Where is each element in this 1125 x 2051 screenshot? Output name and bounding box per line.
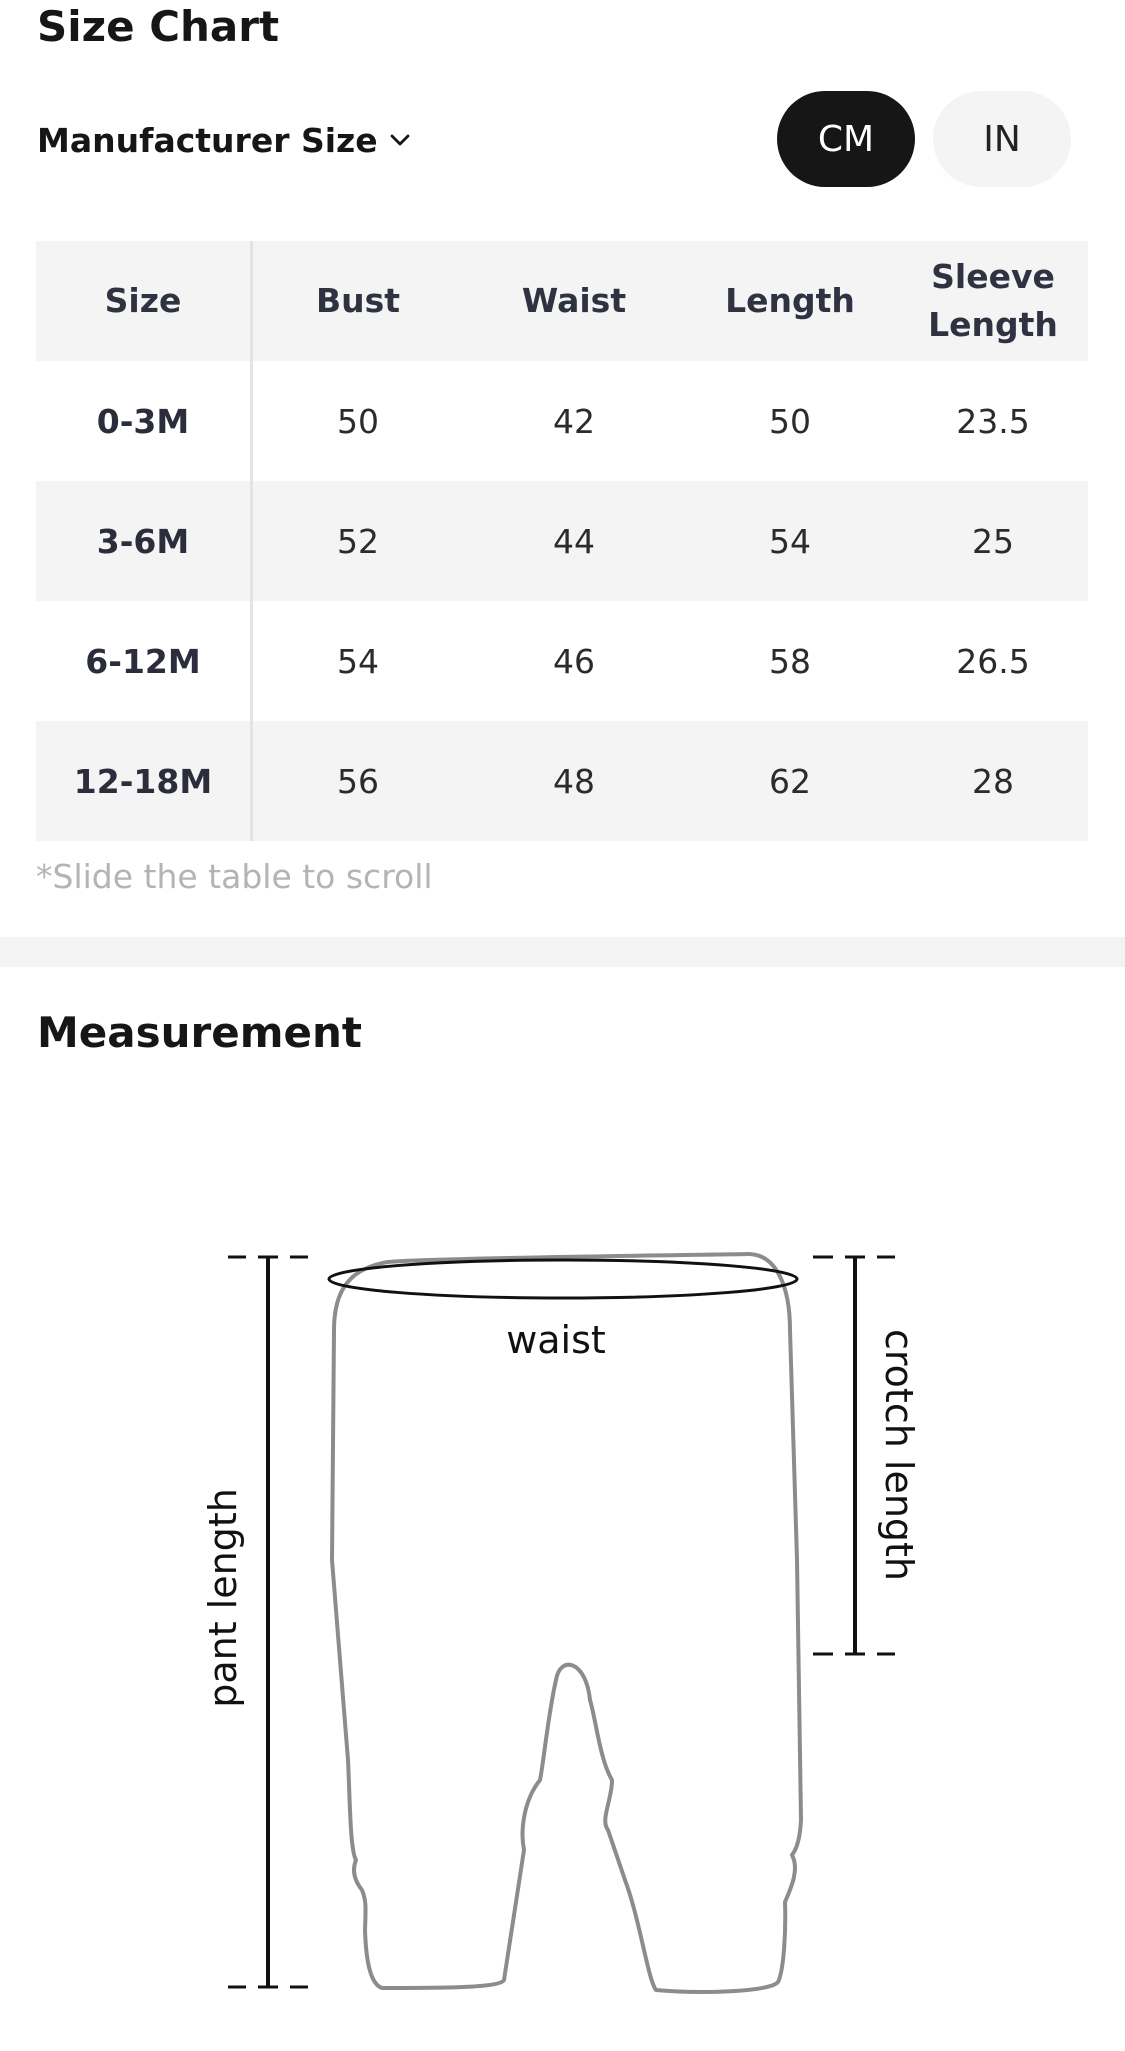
sleeve-length-cell: 28 (972, 761, 1014, 801)
length-cell: 58 (769, 641, 811, 681)
manufacturer-size-dropdown[interactable] (37, 117, 412, 163)
column-header-sleeve-length: Sleeve Length (928, 257, 1058, 344)
table-row (36, 361, 1088, 481)
bust-cell: 50 (337, 401, 379, 441)
waist-cell: 44 (553, 521, 595, 561)
sleeve-length-cell: 23.5 (956, 401, 1030, 441)
bust-cell: 54 (337, 641, 379, 681)
table-header-row (36, 241, 1088, 361)
sticky-column-divider (250, 241, 253, 841)
size-cell: 6-12M (85, 641, 201, 681)
pants-measurement-diagram (0, 1200, 1125, 2020)
sleeve-length-cell: 26.5 (956, 641, 1030, 681)
bust-cell: 52 (337, 521, 379, 561)
unit-in-button[interactable]: IN (933, 91, 1071, 187)
measurement-title: Measurement (37, 1008, 362, 1057)
column-header-size: Size (104, 281, 182, 320)
column-header-bust: Bust (315, 281, 401, 320)
size-cell: 3-6M (96, 521, 190, 561)
table-row (36, 721, 1088, 841)
column-header-waist: Waist (521, 281, 627, 320)
waist-label: waist (506, 1318, 606, 1362)
unit-cm-button[interactable]: CM (777, 91, 915, 187)
waist-cell: 46 (553, 641, 595, 681)
size-table[interactable] (36, 241, 1088, 841)
size-cell: 12-18M (73, 761, 213, 801)
column-header-length: Length (725, 281, 855, 320)
length-cell: 62 (769, 761, 811, 801)
sleeve-length-cell: 25 (972, 521, 1014, 561)
pants-outline (332, 1254, 801, 1992)
crotch-length-label: crotch length (877, 1328, 921, 1582)
length-cell: 54 (769, 521, 811, 561)
scroll-hint: *Slide the table to scroll (36, 857, 433, 896)
pant-length-label: pant length (201, 1488, 245, 1708)
bust-cell: 56 (337, 761, 379, 801)
section-divider (0, 937, 1125, 967)
waist-ellipse (329, 1260, 797, 1298)
chevron-down-icon (388, 128, 412, 152)
table-row (36, 601, 1088, 721)
size-cell: 0-3M (96, 401, 190, 441)
length-cell: 50 (769, 401, 811, 441)
table-row (36, 481, 1088, 601)
page-title: Size Chart (37, 2, 280, 51)
waist-cell: 42 (553, 401, 595, 441)
waist-cell: 48 (553, 761, 595, 801)
manufacturer-size-label: Manufacturer Size (37, 120, 378, 160)
